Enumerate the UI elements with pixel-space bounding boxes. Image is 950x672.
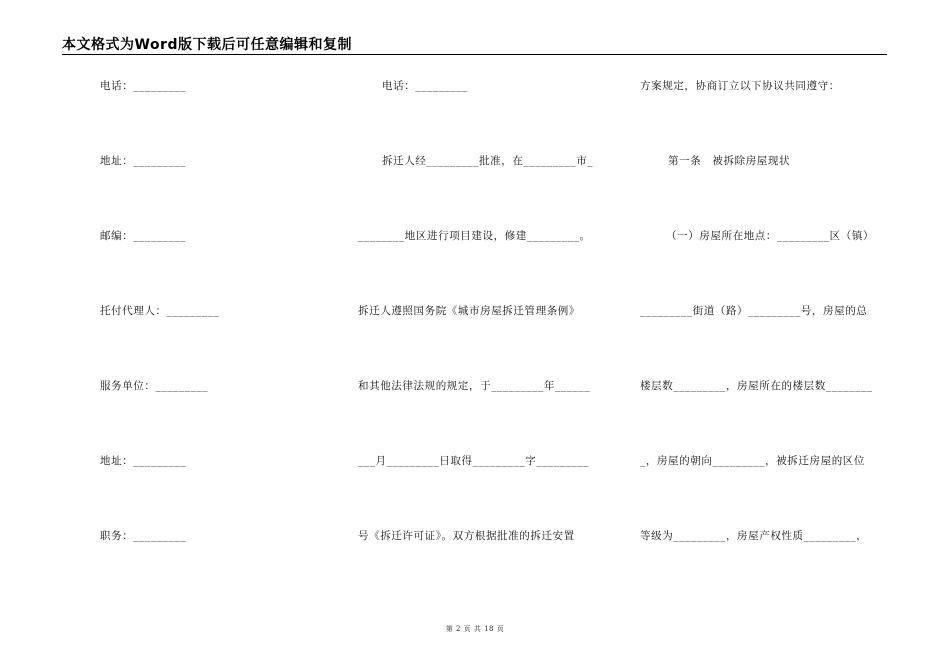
header-title: 本文格式为Word版下载后可任意编辑和复制	[62, 37, 352, 53]
middle-line-regulation: 拆迁人遵照国务院《城市房屋拆迁管理条例》	[358, 305, 580, 317]
left-line-address-2: 地址：_________	[100, 455, 186, 467]
left-line-postcode: 邮编：_________	[100, 230, 186, 242]
right-line-grade: 等级为_________，房屋产权性质_________，	[640, 530, 868, 542]
middle-line-laws: 和其他法律法规的规定，于_________年______	[358, 380, 591, 392]
right-line-location: （一）房屋所在地点：_________区（镇）	[666, 230, 875, 242]
left-line-address: 地址：_________	[100, 155, 186, 167]
middle-line-approval: 拆迁人经_________批准，在_________市_	[382, 155, 594, 167]
middle-line-permit: 号《拆迁许可证》。双方根据批准的拆迁安置	[358, 530, 575, 542]
left-line-employer: 服务单位：_________	[100, 380, 209, 392]
middle-line-date: ___月_________日取得_________字_________	[358, 455, 589, 467]
page-number: 第 2 页 共 18 页	[445, 625, 505, 633]
column-right	[640, 0, 890, 672]
left-line-position: 职务：_________	[100, 530, 186, 542]
right-line-agreement: 方案规定，协商订立以下协议共同遵守：	[640, 80, 840, 92]
column-left	[100, 0, 320, 672]
middle-line-phone: 电话：_________	[382, 80, 468, 92]
right-line-floors: 楼层数_________，房屋所在的楼层数________	[640, 380, 873, 392]
right-line-street: _________街道（路）_________号，房屋的总	[640, 305, 868, 317]
middle-line-project: ________地区进行项目建设，修建_________。	[358, 230, 591, 242]
right-line-article-1: 第一条 被拆除房屋现状	[668, 155, 791, 167]
column-middle	[358, 0, 608, 672]
left-line-agent: 托付代理人：_________	[100, 305, 220, 317]
right-line-orientation: _，房屋的朝向_________，被拆迁房屋的区位	[640, 455, 865, 467]
left-line-phone: 电话：_________	[100, 80, 186, 92]
